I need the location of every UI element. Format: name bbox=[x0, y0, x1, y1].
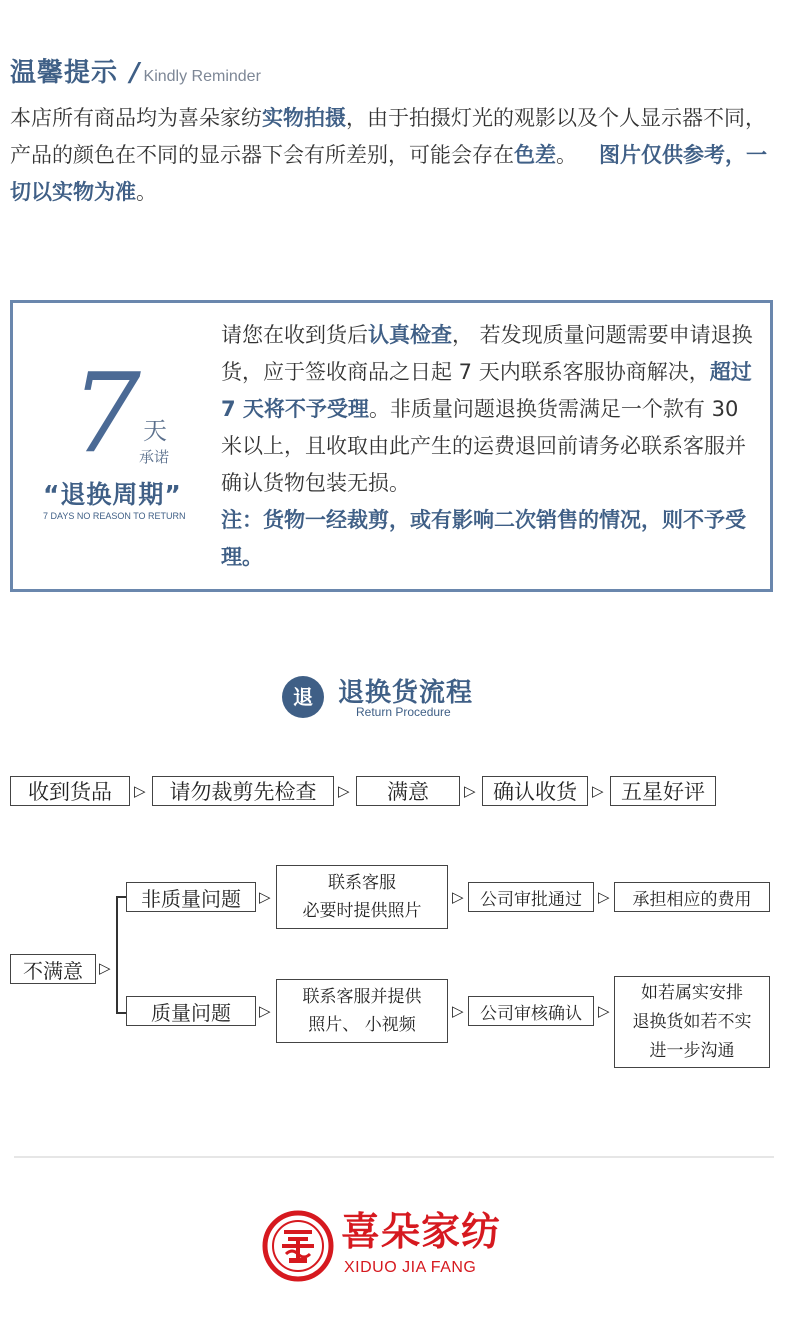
reminder-highlight-color-diff: 色差 bbox=[514, 143, 556, 167]
arrow-icon: ▷ bbox=[134, 782, 146, 800]
policy-text bbox=[221, 317, 761, 576]
policy-highlight-7days: 超过 7 天将不予受理 bbox=[221, 360, 752, 421]
non-quality-issue: 非质量问题 bbox=[126, 882, 256, 912]
reminder-title-zh: 温馨提示 bbox=[10, 58, 119, 88]
contact-service-line2: 必要时提供照片 bbox=[302, 901, 422, 921]
promise-label: 承诺 bbox=[139, 448, 170, 466]
step-confirm-receipt: 确认收货 bbox=[482, 776, 588, 806]
reminder-highlight-reference: 图片仅供参考，一切以实物为准 bbox=[10, 143, 767, 204]
policy-text-2: ， 若发现质量问题需要申请退换货，应于签收商品之日起 7 天内联系客服协商解决， bbox=[221, 323, 753, 384]
bear-costs: 承担相应的费用 bbox=[614, 882, 770, 912]
step-inspect-first: 请勿裁剪先检查 bbox=[152, 776, 334, 806]
procedure-title: 退换货流程 bbox=[338, 678, 474, 708]
reminder-highlight-photo: 实物拍摄 bbox=[262, 106, 346, 130]
company-verification: 公司审核确认 bbox=[468, 996, 594, 1026]
step-satisfied: 满意 bbox=[356, 776, 460, 806]
arrow-icon: ▷ bbox=[259, 888, 271, 906]
step-receive-goods: 收到货品 bbox=[10, 776, 130, 806]
contact-service-box bbox=[276, 865, 448, 929]
arrow-icon: ▷ bbox=[592, 782, 604, 800]
step-five-star-review: 五星好评 bbox=[610, 776, 716, 806]
verify-result-line2: 退换货如若不实 bbox=[632, 1011, 752, 1032]
step-unsatisfied: 不满意 bbox=[10, 954, 96, 984]
brand-name-cn: 喜朵家纺 bbox=[341, 1210, 502, 1255]
policy-text-1: 请您在收到货后 bbox=[221, 323, 368, 347]
return-policy-box bbox=[10, 300, 773, 592]
brand-name-en: XIDUO JIA FANG bbox=[344, 1259, 477, 1276]
contact-photos-line2: 照片、 小视频 bbox=[308, 1015, 416, 1035]
return-period-english: 7 DAYS NO REASON TO RETURN bbox=[43, 511, 186, 521]
contact-service-line1: 联系客服 bbox=[328, 873, 396, 893]
procedure-heading bbox=[282, 672, 522, 720]
arrow-icon: ▷ bbox=[338, 782, 350, 800]
policy-highlight-check: 认真检查 bbox=[368, 323, 452, 347]
title-slash: / bbox=[130, 58, 140, 88]
arrow-icon: ▷ bbox=[452, 888, 464, 906]
verify-result-line1: 如若属实安排 bbox=[641, 982, 743, 1003]
policy-note: 注：货物一经裁剪，或有影响二次销售的情况，则不予受理。 bbox=[221, 508, 746, 569]
contact-service-photos-box bbox=[276, 979, 448, 1043]
reminder-title bbox=[10, 52, 261, 92]
reminder-text-1: 本店所有商品均为喜朵家纺 bbox=[10, 106, 262, 130]
verify-result-box bbox=[614, 976, 770, 1068]
seven-numeral: 7 bbox=[71, 349, 141, 477]
verify-result-line3: 进一步沟通 bbox=[649, 1040, 735, 1061]
branch-line bbox=[116, 896, 118, 1014]
company-approval: 公司审批通过 bbox=[468, 882, 594, 912]
reminder-title-en: Kindly Reminder bbox=[143, 68, 261, 85]
policy-text-3: 。非质量问题退换货需满足一个款有 30 米以上，且收取由此产生的运费退回前请务必联系客服并确认货物包装无损。 bbox=[221, 397, 746, 495]
reminder-text-2: ，由于拍摄灯光的观影以及个人显示器不同，产品的颜色在不同的显示器下会有所差别，可能会存在 bbox=[10, 106, 766, 167]
arrow-icon: ▷ bbox=[99, 959, 111, 977]
reminder-text bbox=[10, 100, 782, 211]
reminder-text-4: 。 bbox=[136, 180, 157, 204]
brand-emblem-icon bbox=[262, 1210, 334, 1282]
contact-photos-line1: 联系客服并提供 bbox=[302, 987, 422, 1007]
reminder-text-3: 。 bbox=[556, 143, 577, 167]
return-circle-icon: 退 bbox=[282, 676, 324, 718]
section-divider bbox=[14, 1156, 774, 1158]
arrow-icon: ▷ bbox=[452, 1002, 464, 1020]
quality-issue: 质量问题 bbox=[126, 996, 256, 1026]
day-label: 天 bbox=[143, 417, 167, 445]
arrow-icon: ▷ bbox=[259, 1002, 271, 1020]
arrow-icon: ▷ bbox=[598, 888, 610, 906]
arrow-icon: ▷ bbox=[598, 1002, 610, 1020]
procedure-subtitle: Return Procedure bbox=[356, 705, 451, 719]
return-period-title: “退换周期” bbox=[43, 480, 182, 509]
arrow-icon: ▷ bbox=[464, 782, 476, 800]
